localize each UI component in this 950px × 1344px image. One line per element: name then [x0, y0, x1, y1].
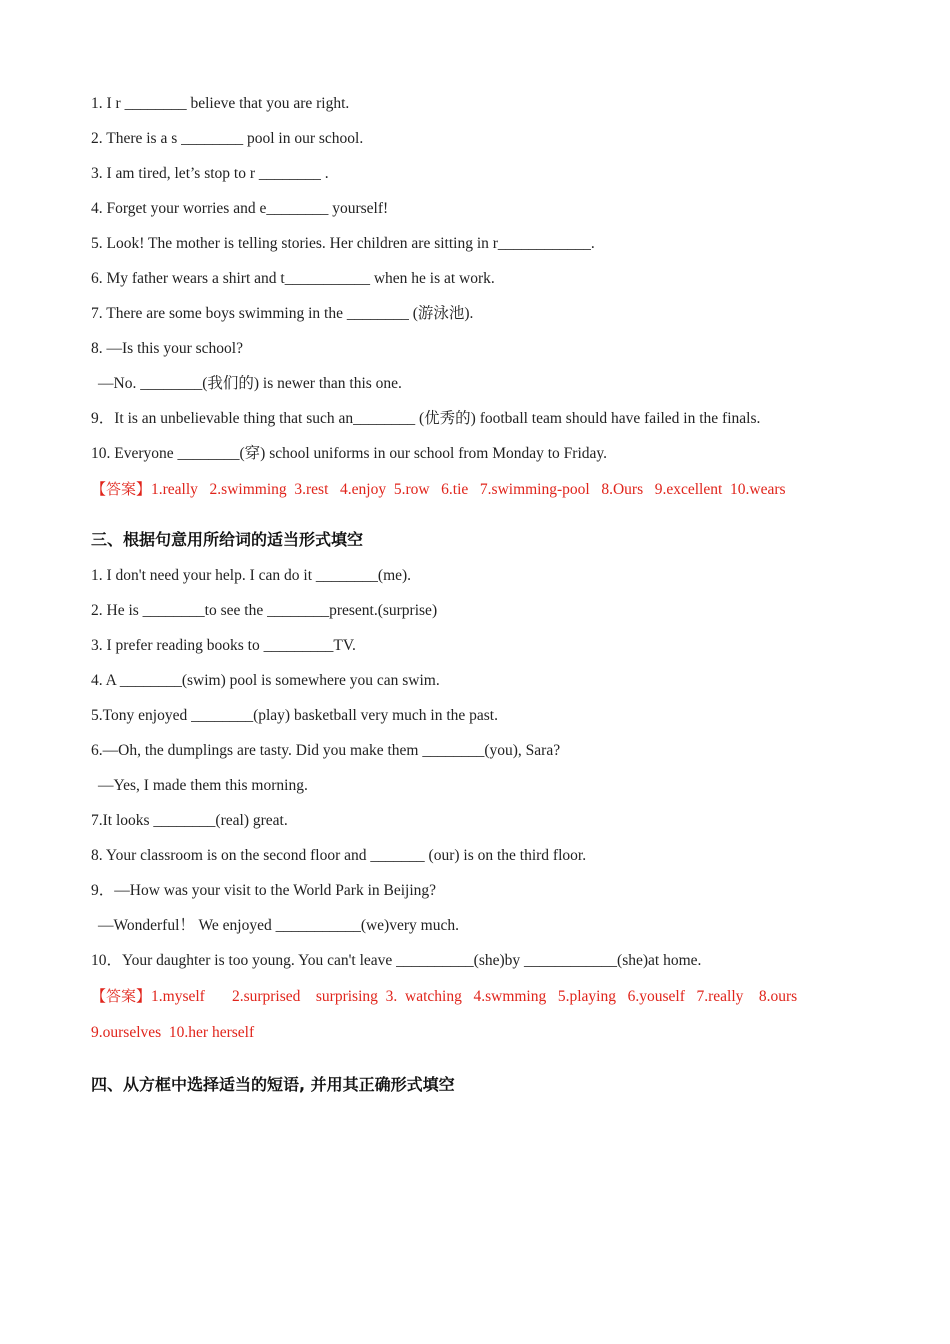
s3-question-1: 1. I don't need your help. I can do it ________(me).	[91, 567, 412, 584]
s3-answer-line-1	[91, 986, 797, 1007]
s3-question-8: 8. Your classroom is on the second floor and _______ (our) is on the third floor.	[91, 847, 587, 864]
s2-question-9: 9．It is an unbelievable thing that such an________ (优秀的) football team should have failed in the finals.	[91, 410, 761, 427]
s2-question-5: 5. Look! The mother is telling stories. Her children are sitting in r____________.	[91, 235, 595, 252]
s3-question-2: 2. He is ________to see the ________present.(surprise)	[91, 602, 438, 619]
s3-answer-line-2: 9.ourselves 10.her herself	[91, 1024, 255, 1041]
s3-question-7: 7.It looks ________(real) great.	[91, 812, 288, 829]
s3-question-4: 4. A ________(swim) pool is somewhere you can swim.	[91, 672, 440, 689]
s3-question-5: 5.Tony enjoyed ________(play) basketball very much in the past.	[91, 707, 498, 724]
section-4-heading: 四、从方框中选择适当的短语, 并用其正确形式填空	[91, 1075, 455, 1094]
s3-question-10: 10．Your daughter is too young. You can't leave __________(she)by ____________(she)at home.	[91, 952, 702, 969]
s3-answer-text-1: 1.myself 2.surprised surprising 3. watching 4.swmming 5.playing 6.youself 7.really 8.ours	[151, 988, 798, 1005]
s2-question-10: 10. Everyone ________(穿) school uniforms in our school from Monday to Friday.	[91, 445, 608, 462]
s2-answer-tag: 【答案】	[91, 480, 152, 498]
s2-question-2: 2. There is a s ________ pool in our school.	[91, 130, 364, 147]
section-3-heading: 三、根据句意用所给词的适当形式填空	[91, 530, 364, 549]
s2-question-1: 1. I r ________ believe that you are right.	[91, 95, 350, 112]
s2-question-4: 4. Forget your worries and e________ yourself!	[91, 200, 389, 217]
s3-question-6b: —Yes, I made them this morning.	[98, 777, 308, 794]
s2-question-3: 3. I am tired, let’s stop to r ________ .	[91, 165, 329, 182]
s3-question-9a: 9．—How was your visit to the World Park in Beijing?	[91, 882, 437, 899]
s2-question-7: 7. There are some boys swimming in the ________ (游泳池).	[91, 305, 474, 322]
s2-answer-line	[91, 479, 786, 500]
s3-question-3: 3. I prefer reading books to _________TV.	[91, 637, 356, 654]
s3-question-9b: —Wonderful！ We enjoyed ___________(we)very much.	[98, 917, 459, 934]
s2-answer-text: 1.really 2.swimming 3.rest 4.enjoy 5.row 6.tie 7.swimming-pool 8.Ours 9.excellent 10.wears	[151, 481, 786, 498]
s2-question-8a: 8. —Is this your school?	[91, 340, 243, 357]
s2-question-8b: —No. ________(我们的) is newer than this one.	[98, 375, 402, 392]
s3-question-6a: 6.—Oh, the dumplings are tasty. Did you make them ________(you), Sara?	[91, 742, 561, 759]
s3-answer-tag: 【答案】	[91, 987, 152, 1005]
s2-question-6: 6. My father wears a shirt and t___________ when he is at work.	[91, 270, 495, 287]
